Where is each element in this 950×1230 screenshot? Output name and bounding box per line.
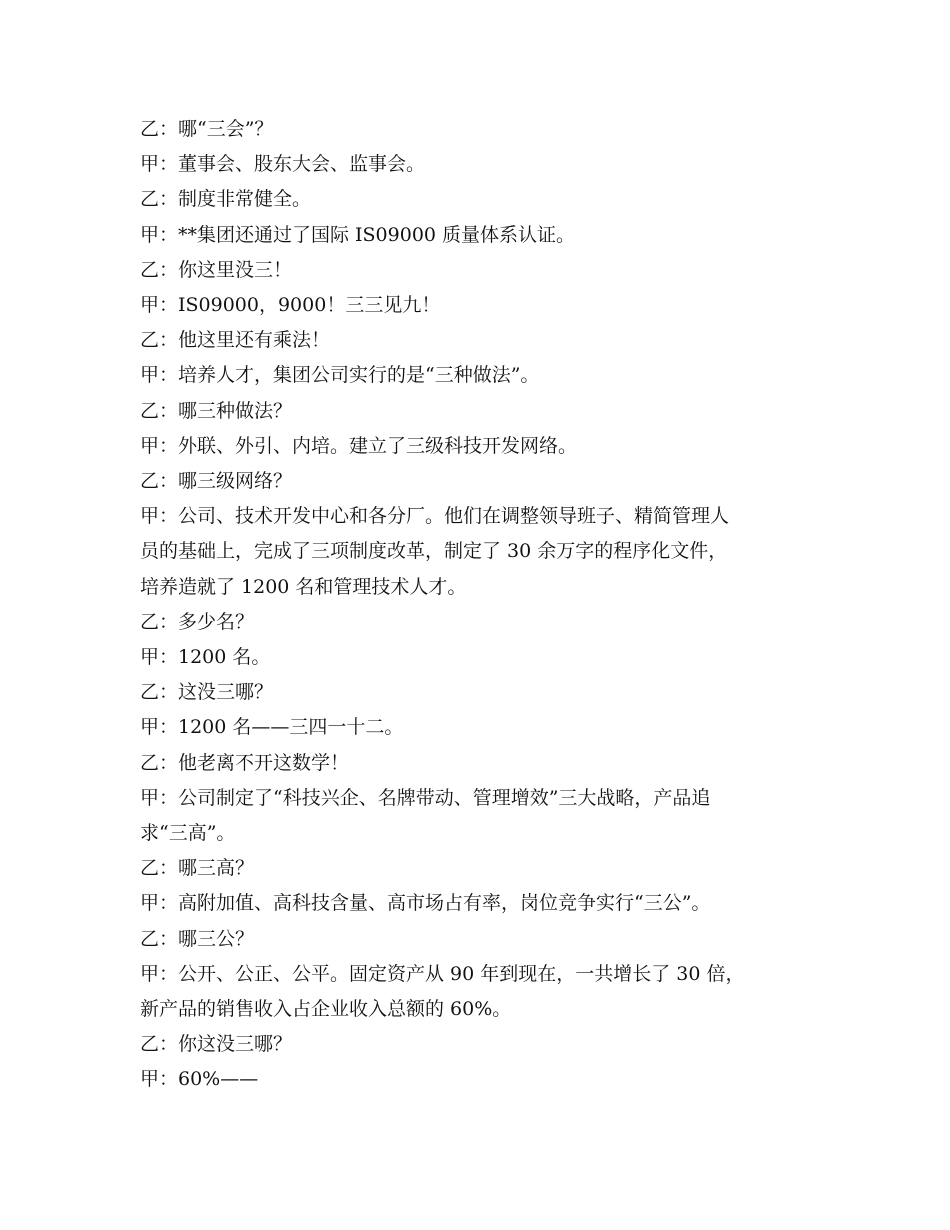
dialogue-line: 乙：哪三种做法？: [140, 399, 293, 422]
dialogue-line: 乙：你这里没三！: [140, 258, 293, 281]
dialogue-line: 求“三高”。: [140, 822, 236, 845]
dialogue-line: 培养造就了 1200 名和管理技术人才。: [140, 575, 467, 598]
dialogue-line: 乙：哪“三会”？: [140, 118, 274, 140]
dialogue-line: 员的基础上，完成了三项制度改革，制定了 30 余万字的程序化文件，: [140, 540, 728, 563]
dialogue-line: 甲：公司、技术开发中心和各分厂。他们在调整领导班子、精简管理人: [140, 505, 730, 528]
dialogue-line: 甲：公开、公正、公平。固定资产从 90 年到现在，一共增长了 30 倍，: [140, 962, 745, 985]
dialogue-line: 甲：公司制定了“科技兴企、名牌带动、管理增效”三大战略，产品追: [140, 786, 711, 809]
dialogue-line: 乙：哪三级网络？: [140, 470, 293, 493]
dialogue-line: 乙：制度非常健全。: [140, 188, 312, 211]
dialogue-line: 甲：1200 名。: [140, 646, 271, 669]
dialogue-line: 乙：哪三公？: [140, 927, 255, 950]
dialogue-line: 乙：他这里还有乘法！: [140, 329, 331, 352]
dialogue-line: 甲：IS09000，9000！三三见九！: [140, 294, 441, 317]
dialogue-line: 乙：你这没三哪？: [140, 1033, 293, 1056]
dialogue-text: [140, 112, 820, 1098]
dialogue-line: 甲：**集团还通过了国际 IS09000 质量体系认证。: [140, 223, 576, 246]
dialogue-line: 乙：他老离不开这数学！: [140, 751, 350, 774]
dialogue-line: 乙：哪三高？: [140, 857, 255, 880]
dialogue-line: 甲：董事会、股东大会、监事会。: [140, 153, 426, 176]
dialogue-line: 乙：多少名？: [140, 610, 255, 633]
dialogue-line: 甲：外联、外引、内培。建立了三级科技开发网络。: [140, 434, 578, 457]
dialogue-line: 乙：这没三哪？: [140, 681, 274, 704]
dialogue-line: 甲：1200 名——三四一十二。: [140, 716, 404, 739]
dialogue-line: 新产品的销售收入占企业收入总额的 60%。: [140, 998, 512, 1021]
dialogue-line: 甲：60%——: [140, 1068, 259, 1091]
dialogue-line: 甲：培养人才，集团公司实行的是“三种做法”。: [140, 364, 540, 387]
dialogue-line: 甲：高附加值、高科技含量、高市场占有率，岗位竞争实行“三公”。: [140, 892, 711, 915]
